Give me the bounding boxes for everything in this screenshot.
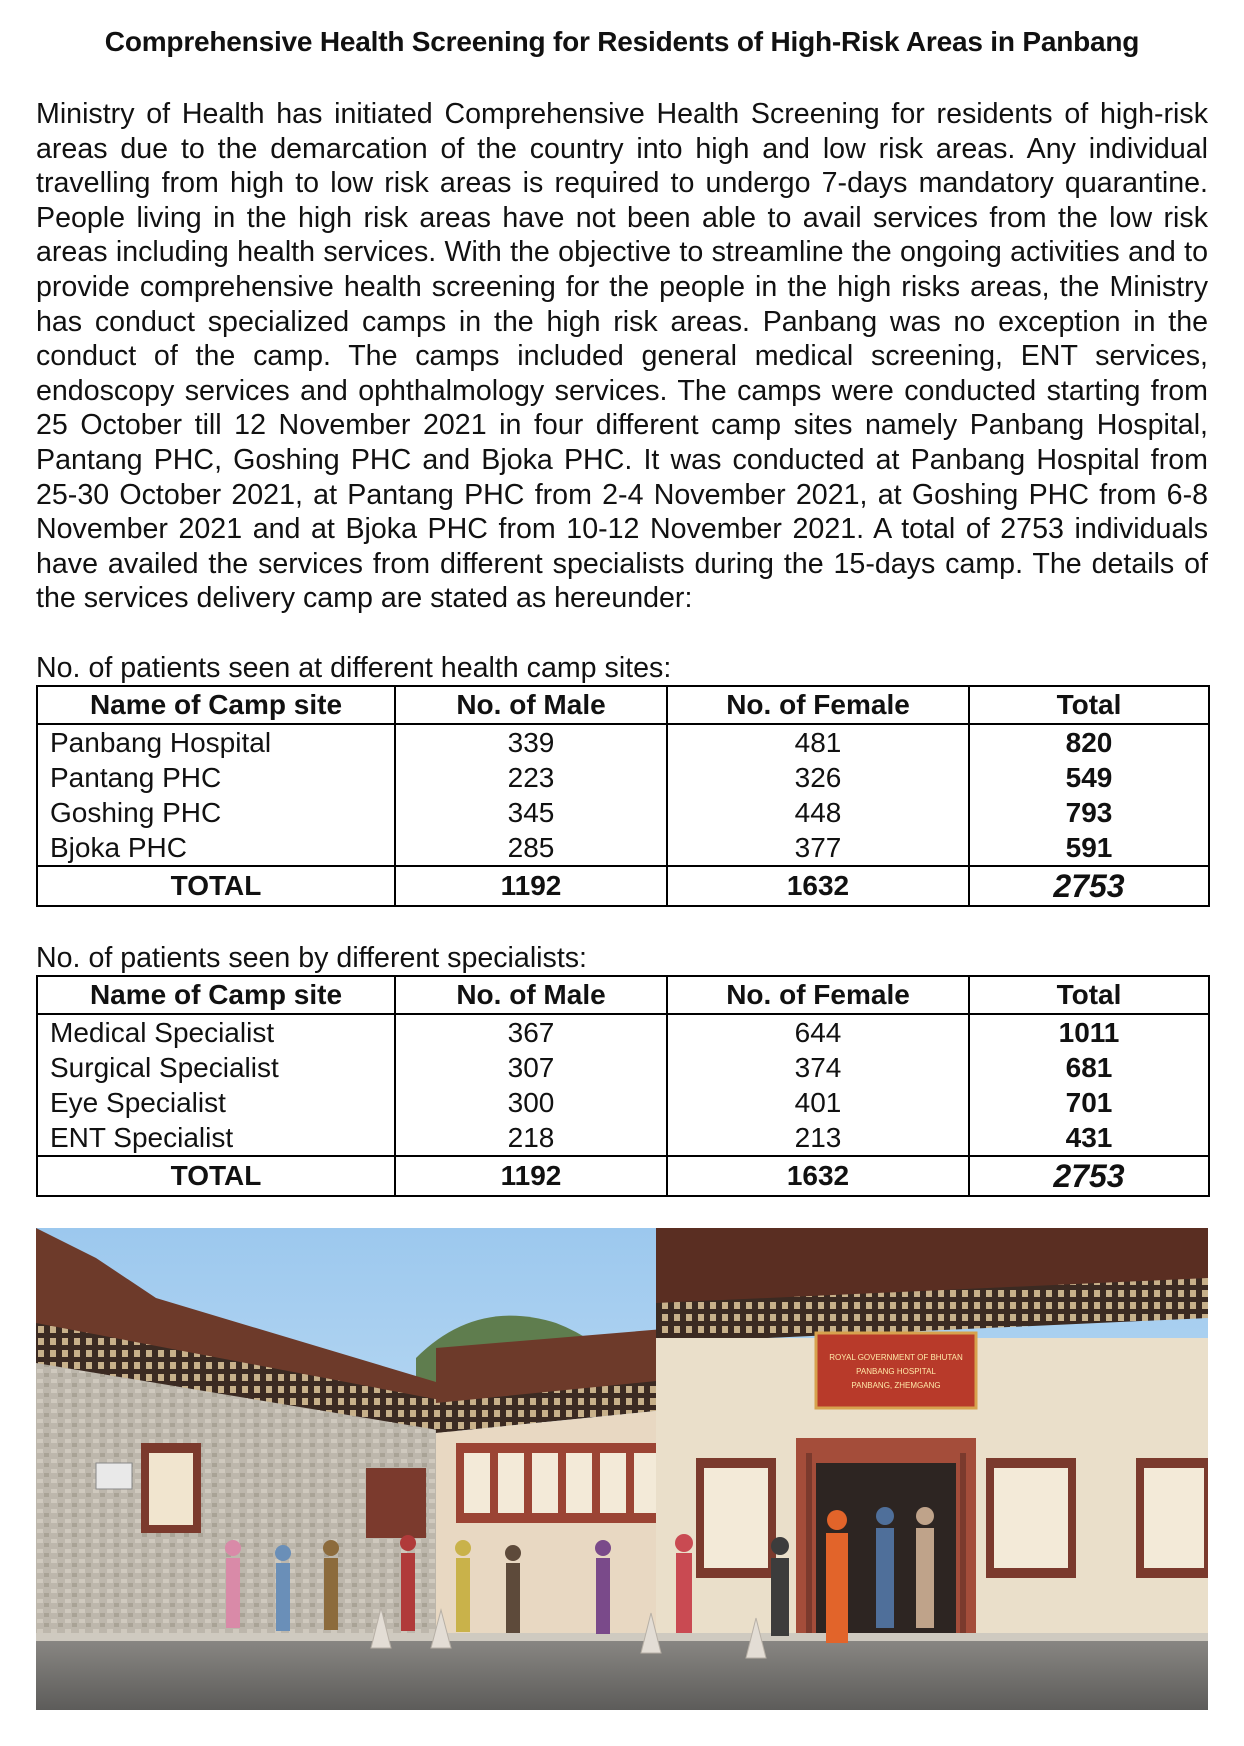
row-name: Surgical Specialist <box>50 1052 279 1083</box>
table-row <box>37 795 1209 830</box>
row-female: 401 <box>667 1085 969 1120</box>
row-total: 793 <box>969 795 1209 830</box>
header-total: Total <box>969 976 1209 1014</box>
total-label: TOTAL <box>37 866 395 906</box>
camp-sites-table <box>36 685 1210 907</box>
total-male: 1192 <box>395 866 667 906</box>
sign-line-1: ROYAL GOVERNMENT OF BHUTAN <box>829 1353 963 1362</box>
total-label: TOTAL <box>37 1156 395 1196</box>
row-total: 549 <box>969 760 1209 795</box>
row-name: Bjoka PHC <box>50 832 187 863</box>
hospital-photo <box>36 1228 1208 1710</box>
row-female: 644 <box>667 1014 969 1050</box>
row-name: Pantang PHC <box>50 762 222 793</box>
intro-paragraph: Ministry of Health has initiated Comprehensive Health Screening for residents of high-risk areas due to the demarcation of the country into high and low risk areas. Any individual travelling from high to low risk areas is required to undergo 7-days mandatory quarantine. People living in the high risk areas have not been able to avail services from the low risk areas including health services. With the objective to streamline the ongoing activities and to provide comprehensive health screening for the people in the high risks areas, the Ministry has conduct specialized camps in the high risk areas. Panbang was no exception in the conduct of the camp. The camps included general medical screening, ENT services, endoscopy services and ophthalmology services. The camps were conducted starting from 25 October till 12 November 2021 in four different camp sites namely Panbang Hospital, Pantang PHC, Goshing PHC and Bjoka PHC. It was conducted at Panbang Hospital from 25-30 October 2021, at Pantang PHC from 2-4 November 2021, at Goshing PHC from 6-8 November 2021 and at Bjoka PHC from 10-12 November 2021. A total of 2753 individuals have availed the services from different specialists during the 15-days camp. The details of the services delivery camp are stated as hereunder: <box>36 98 1208 615</box>
row-name: Panbang Hospital <box>50 727 272 758</box>
header-camp-site: Name of Camp site <box>37 976 395 1014</box>
row-male: 339 <box>395 724 667 760</box>
table-row <box>37 830 1209 866</box>
table-row <box>37 1014 1209 1050</box>
table1-caption: No. of patients seen at different health camp sites: <box>36 652 672 684</box>
grand-total: 2753 <box>969 1156 1209 1196</box>
row-name: Goshing PHC <box>50 797 222 828</box>
row-female: 377 <box>667 830 969 866</box>
row-total: 591 <box>969 830 1209 866</box>
header-female: No. of Female <box>667 976 969 1014</box>
row-total: 431 <box>969 1120 1209 1156</box>
row-female: 213 <box>667 1120 969 1156</box>
row-female: 326 <box>667 760 969 795</box>
page-title: Comprehensive Health Screening for Residents of High-Risk Areas in Panbang <box>104 26 1140 57</box>
sign-line-2: PANBANG HOSPITAL <box>856 1367 936 1376</box>
table-row <box>37 760 1209 795</box>
row-female: 374 <box>667 1050 969 1085</box>
row-total: 820 <box>969 724 1209 760</box>
table-row <box>37 1120 1209 1156</box>
table-row <box>37 1085 1209 1120</box>
grand-total: 2753 <box>969 866 1209 906</box>
total-male: 1192 <box>395 1156 667 1196</box>
row-male: 367 <box>395 1014 667 1050</box>
total-row <box>37 866 1209 906</box>
row-male: 345 <box>395 795 667 830</box>
row-total: 681 <box>969 1050 1209 1085</box>
total-female: 1632 <box>667 866 969 906</box>
row-male: 285 <box>395 830 667 866</box>
row-male: 300 <box>395 1085 667 1120</box>
row-total: 1011 <box>969 1014 1209 1050</box>
header-female: No. of Female <box>667 686 969 724</box>
total-row <box>37 1156 1209 1196</box>
table2-caption: No. of patients seen by different specialists: <box>36 942 588 974</box>
sign-line-3: PANBANG, ZHEMGANG <box>851 1381 941 1390</box>
row-name: Medical Specialist <box>50 1017 275 1048</box>
row-male: 307 <box>395 1050 667 1085</box>
header-male: No. of Male <box>395 976 667 1014</box>
specialists-table <box>36 975 1210 1197</box>
row-name: ENT Specialist <box>50 1122 234 1153</box>
table-row <box>37 724 1209 760</box>
row-name: Eye Specialist <box>50 1087 226 1118</box>
row-female: 448 <box>667 795 969 830</box>
header-total: Total <box>969 686 1209 724</box>
header-male: No. of Male <box>395 686 667 724</box>
row-total: 701 <box>969 1085 1209 1120</box>
row-male: 218 <box>395 1120 667 1156</box>
header-camp-site: Name of Camp site <box>37 686 395 724</box>
total-female: 1632 <box>667 1156 969 1196</box>
row-male: 223 <box>395 760 667 795</box>
row-female: 481 <box>667 724 969 760</box>
table-row <box>37 1050 1209 1085</box>
